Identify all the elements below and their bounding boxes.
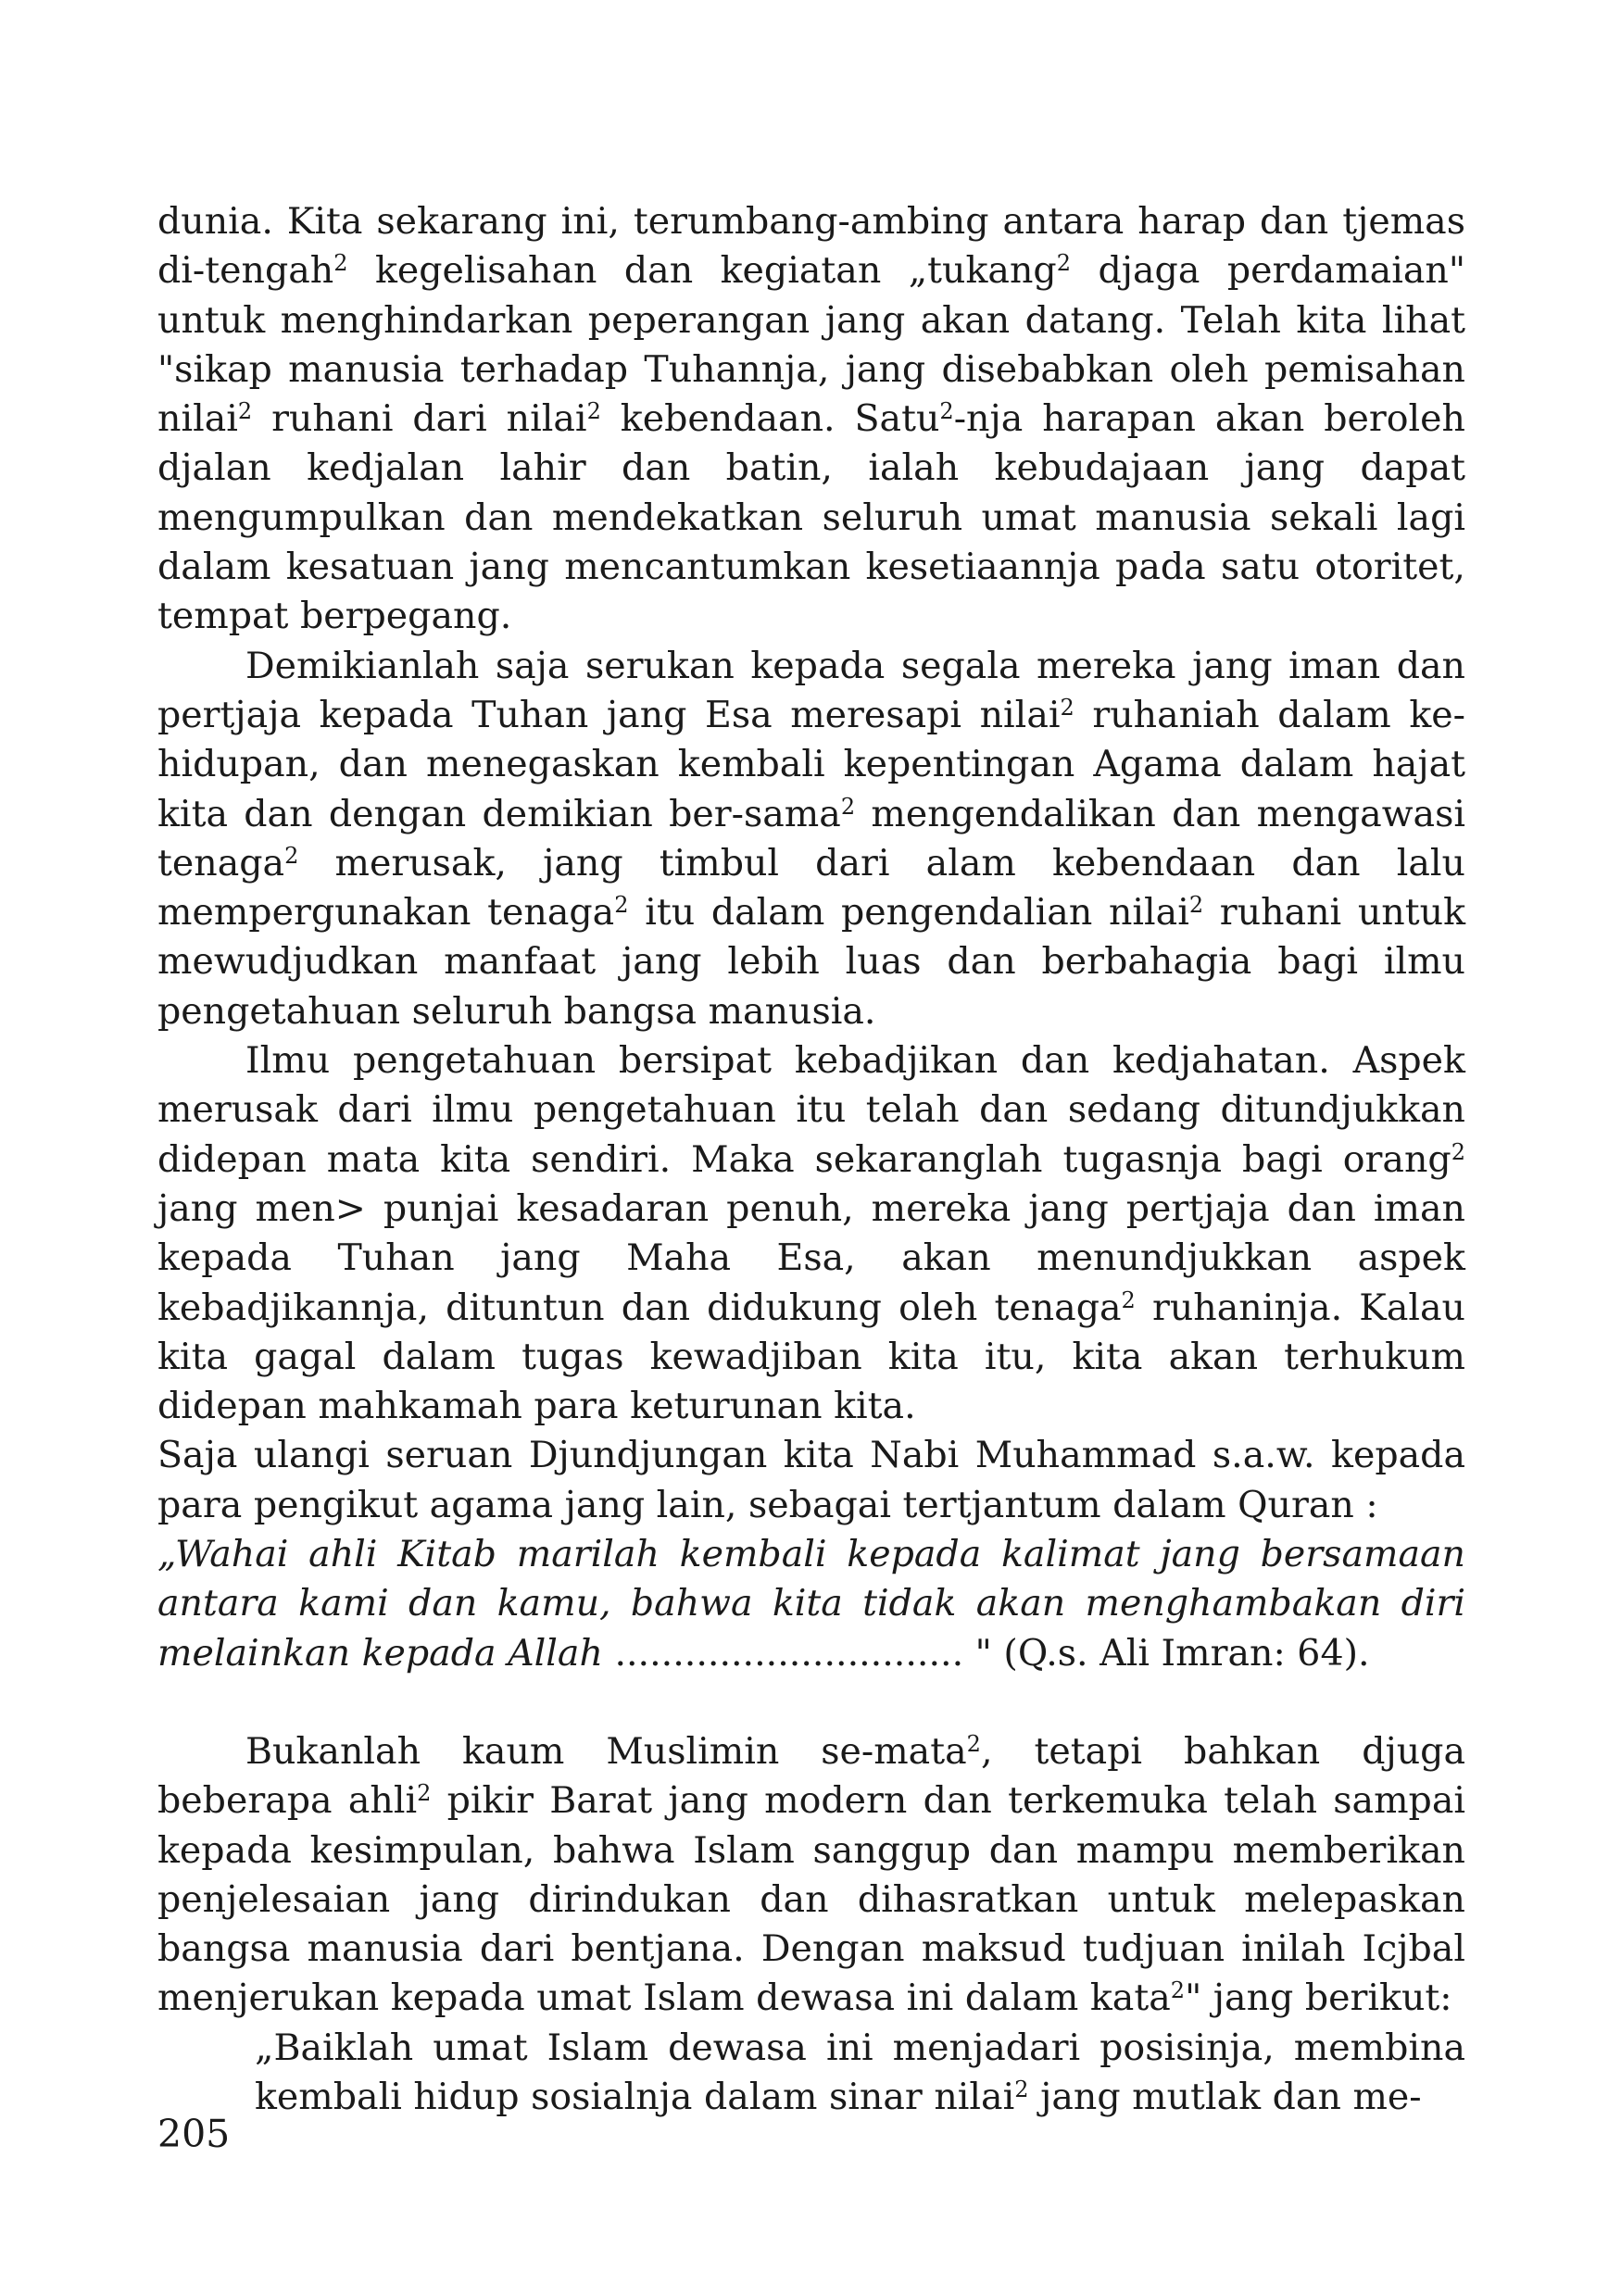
paragraph-gap — [157, 1678, 1465, 1727]
paragraph-1: dunia. Kita sekarang ini, terumbang-ambing antara harap dan tjemas di-tengah$^2$ kegelisahan dan kegiatan „tukang$^2$ djaga perdamaian" untuk menghindarkan peperangan jang akan datang. Telah kita lihat "sikap manusia terhadap Tuhannja, jang disebabkan oleh pemisahan nilai$^2$ ruhani dari nilai$^2$ kebendaan. Satu$^2$-nja harapan akan beroleh djalan kedjalan lahir dan batin, ialah kebudajaan jang dapat mengumpulkan dan mendekatkan seluruh umat manusia sekali lagi dalam kesatuan jang mencantumkan kesetiaannja pada satu otoritet, tempat berpegang. — [157, 200, 1465, 638]
repetition-mark: 2 — [1188, 892, 1204, 919]
repetition-mark: 2 — [966, 1730, 981, 1757]
repetition-mark: 2 — [586, 398, 601, 425]
iqbal-quote: „Baiklah umat Islam dewasa ini menjadari posisinja, membina kembali hidup sosialnja dalam sinar nilai$^2$ jang mutlak dan me- — [255, 2026, 1465, 2118]
quran-quote: „Wahai ahli Kitab marilah kembali kepada kalimat jang bersamaan antara kami dan kamu, bahwa kita tidak akan menghambakan diri melainkan kepada Allah .............................. " (Q.s. Ali Imran: 64). — [157, 1533, 1465, 1675]
repetition-mark: 2 — [1060, 694, 1074, 721]
repetition-mark: 2 — [614, 892, 629, 919]
repetition-mark: 2 — [237, 398, 253, 425]
paragraph-2: Demikianlah saja serukan kepada segala mereka jang iman dan pertjaja kepada Tuhan jang Esa meresapi nilai$^2$ ruhaniah dalam kehidupan, dan menegaskan kembali kepentingan Agama dalam hajat kita dan dengan demikian ber-sama$^2$ mengendalikan dan mengawasi tenaga$^2$ merusak, jang timbul dari alam kebendaan dan lalu mempergunakan tenaga$^2$ itu dalam pengendalian nilai$^2$ ruhani untuk mewudjudkan manfaat jang lebih luas dan berbahagia bagi ilmu pengetahuan seluruh bangsa manusia. — [157, 644, 1465, 1033]
repetition-mark: 2 — [284, 842, 299, 869]
repetition-mark: 2 — [417, 1780, 432, 1807]
repetition-mark: 2 — [1056, 250, 1071, 277]
repetition-mark: 2 — [1014, 2076, 1029, 2102]
repetition-mark: 2 — [840, 793, 856, 820]
repetition-mark: 2 — [1121, 1286, 1136, 1313]
repetition-mark: 2 — [333, 250, 348, 277]
repetition-mark: 2 — [939, 398, 954, 425]
paragraph-3: Ilmu pengetahuan bersipat kebadjikan dan kedjahatan. Aspek merusak dari ilmu pengetahuan itu telah dan sedang ditundjukkan didepan mata kita sendiri. Maka sekaranglah tugasnja bagi orang$^2$ jang men> punjai kesadaran penuh, mereka jang pertjaja dan iman kepada Tuhan jang Maha Esa, akan menundjukkan aspek kebadjikannja, dituntun dan didukung oleh tenaga$^2$ ruhaninja. Kalau kita gagal dalam tugas kewadjiban kita itu, kita akan terhukum didepan mahkamah para keturunan kita. — [157, 1039, 1465, 1428]
paragraph-4: Saja ulangi seruan Djundjungan kita Nabi Muhammad s.a.w. kepada para pengikut agama jang lain, sebagai tertjantum dalam Quran : — [157, 1434, 1465, 1526]
repetition-mark: 2 — [1170, 1977, 1186, 2004]
body-text — [157, 197, 1465, 2122]
repetition-mark: 2 — [1451, 1138, 1465, 1165]
paragraph-5: Bukanlah kaum Muslimin se-mata$^2$, tetapi bahkan djuga beberapa ahli$^2$ pikir Barat jang modern dan terkemuka telah sampai kepada kesimpulan, bahwa Islam sanggup dan mampu memberikan penjelesaian jang dirindukan dan dihasratkan untuk melepaskan bangsa manusia dari bentjana. Dengan maksud tudjuan inilah Icjbal menjerukan kepada umat Islam dewasa ini dalam kata$^2$" jang berikut: — [157, 1729, 1466, 2020]
page-number: 205 — [157, 2112, 231, 2156]
